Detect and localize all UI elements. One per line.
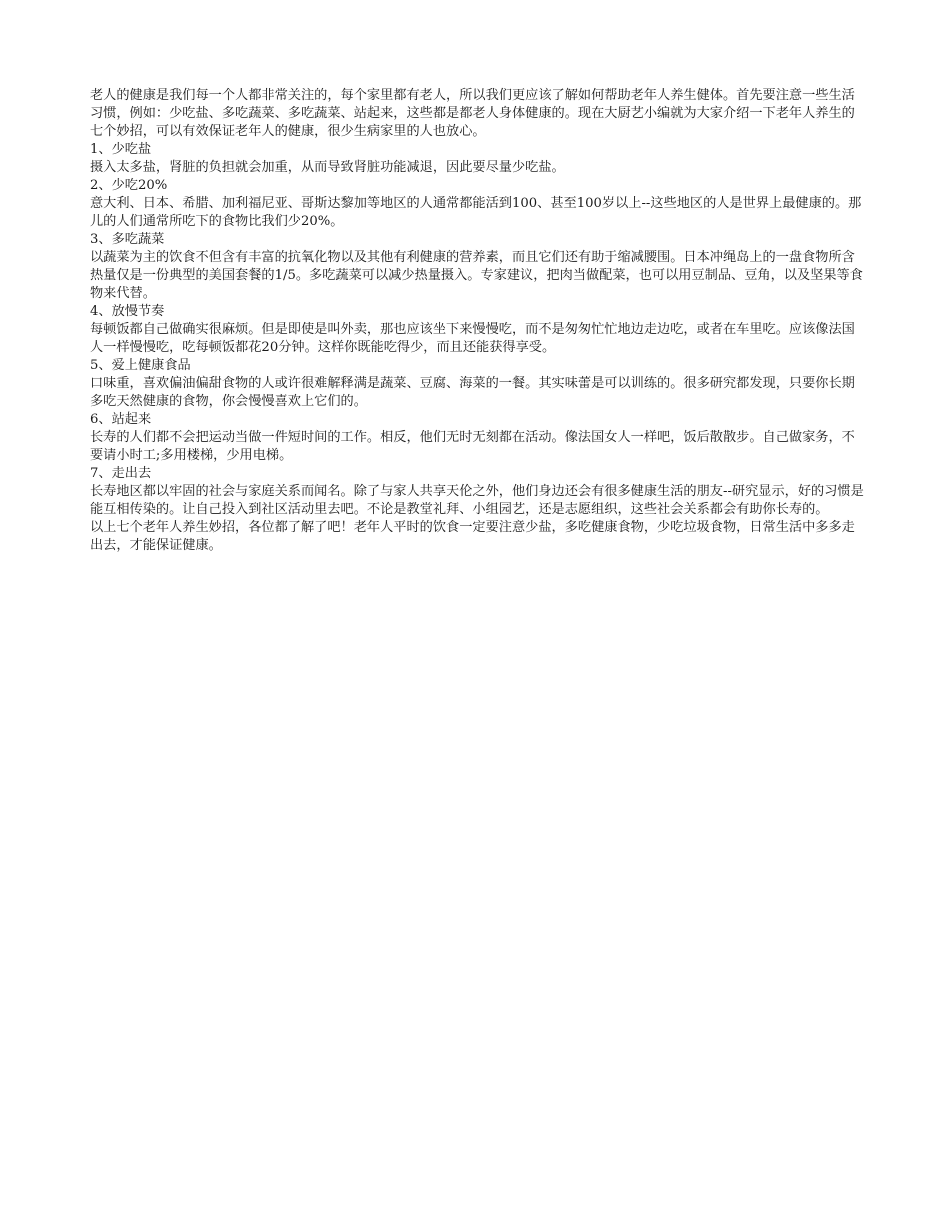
section-body-stand-up: 长寿的人们都不会把运动当做一件短时间的工作。相反，他们无时无刻都在活动。像法国女人一样吧，饭后散散步。自己做家务，不要请小时工;多用楼梯，少用电梯。 [90, 430, 855, 463]
section-body-go-out: 长寿地区都以牢固的社会与家庭关系而闻名。除了与家人共享天伦之外，他们身边还会有很多健康生活的朋友--研究显示，好的习惯是能互相传染的。让自己投入到社区活动里去吧。不论是教堂礼拜、小组园艺，还是志愿组织，这些社会关系都会有助你长寿的。 [90, 484, 864, 517]
section-heading-eat-less: 2、少吃20% [90, 178, 168, 193]
section-body-healthy-food: 口味重，喜欢偏油偏甜食物的人或许很难解释满是蔬菜、豆腐、海菜的一餐。其实味蕾是可以训练的。很多研究都发现，只要你长期多吃天然健康的食物，你会慢慢喜欢上它们的。 [90, 376, 855, 409]
section-body-slow-down: 每顿饭都自己做确实很麻烦。但是即使是叫外卖，那也应该坐下来慢慢吃，而不是匆匆忙忙地边走边吃，或者在车里吃。应该像法国人一样慢慢吃，吃每顿饭都花20分钟。这样你既能吃得少，而且还能获得享受。 [90, 322, 855, 355]
section-heading-stand-up: 6、站起来 [90, 412, 152, 427]
document-page [90, 87, 865, 555]
section-body-less-salt: 摄入太多盐，肾脏的负担就会加重，从而导致肾脏功能减退，因此要尽量少吃盐。 [90, 160, 565, 175]
section-heading-go-out: 7、走出去 [90, 466, 152, 481]
section-heading-healthy-food: 5、爱上健康食品 [90, 358, 191, 373]
section-body-eat-less: 意大利、日本、希腊、加利福尼亚、哥斯达黎加等地区的人通常都能活到100、甚至100岁以上--这些地区的人是世界上最健康的。那儿的人们通常所吃下的食物比我们少20%。 [90, 196, 862, 229]
conclusion-paragraph: 以上七个老年人养生妙招，各位都了解了吧！老年人平时的饮食一定要注意少盐，多吃健康食物，少吃垃圾食物，日常生活中多多走出去，才能保证健康。 [90, 520, 855, 553]
section-heading-less-salt: 1、少吃盐 [90, 142, 152, 157]
intro-paragraph: 老人的健康是我们每一个人都非常关注的，每个家里都有老人，所以我们更应该了解如何帮助老年人养生健体。首先要注意一些生活习惯，例如：少吃盐、多吃蔬菜、多吃蔬菜、站起来，这些都是都老人身体健康的。现在大厨艺小编就为大家介绍一下老年人养生的七个妙招，可以有效保证老年人的健康，很少生病家里的人也放心。 [90, 88, 855, 139]
section-heading-more-vegetables: 3、多吃蔬菜 [90, 232, 165, 247]
section-heading-slow-down: 4、放慢节奏 [90, 304, 165, 319]
section-body-more-vegetables: 以蔬菜为主的饮食不但含有丰富的抗氧化物以及其他有利健康的营养素，而且它们还有助于缩减腰围。日本冲绳岛上的一盘食物所含热量仅是一份典型的美国套餐的1/5。多吃蔬菜可以减少热量摄入。专家建议，把肉当做配菜，也可以用豆制品、豆角，以及坚果等食物来代替。 [90, 250, 863, 301]
